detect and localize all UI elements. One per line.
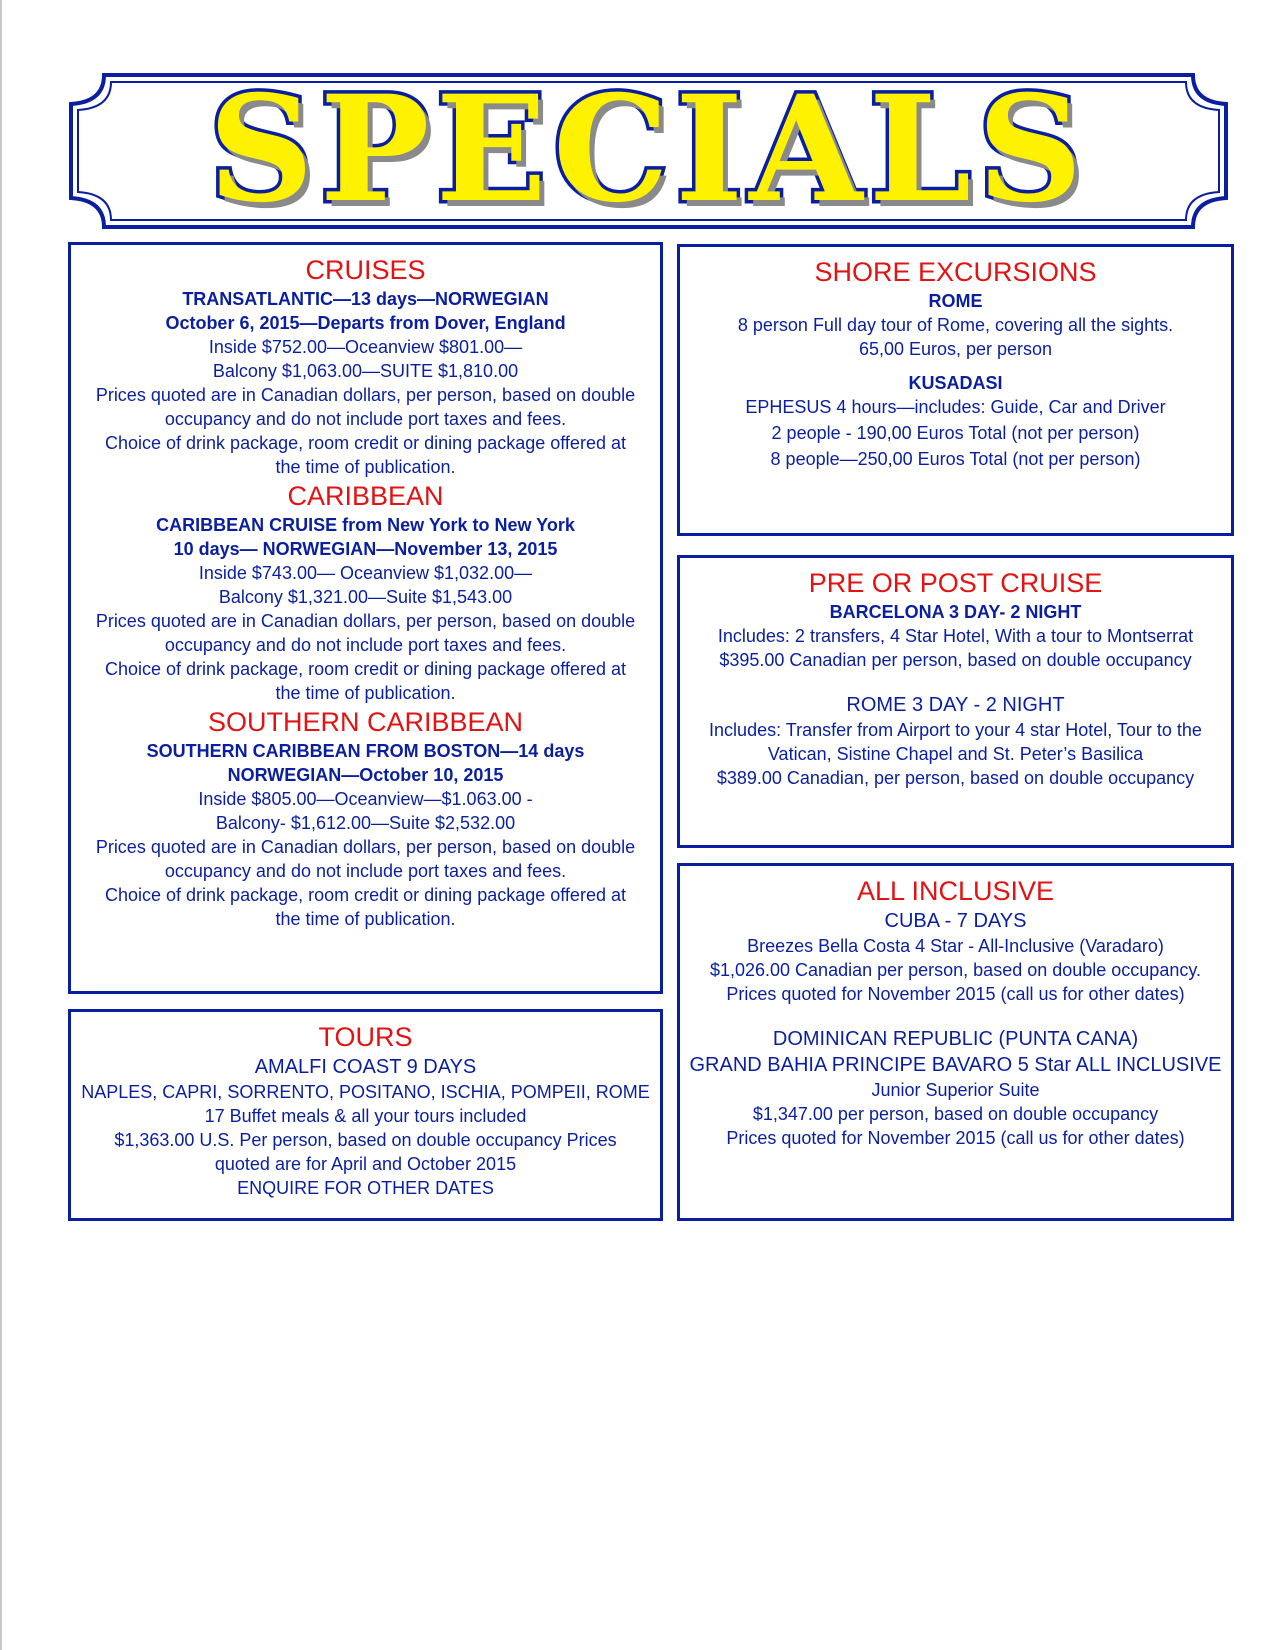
prepost-line: Includes: Transfer from Airport to your 4 star Hotel, Tour to the [709,720,1202,740]
allinc-dr-title: DOMINICAN REPUBLIC (PUNTA CANA) [772,1028,1139,1050]
southern-caribbean-line: the time of publication. [275,909,456,929]
caribbean-line: the time of publication. [275,683,456,703]
cruises-line: occupancy and do not include port taxes and fees. [164,409,567,429]
cruises-line: the time of publication. [275,457,456,477]
allinc-heading: ALL INCLUSIVE [856,876,1055,906]
cruises-line: Prices quoted are in Canadian dollars, per person, based on double [95,385,636,405]
cruises-line: Choice of drink package, room credit or dining package offered at [105,433,626,453]
allinc-line: Prices quoted for November 2015 (call us for other dates) [726,1128,1185,1148]
caribbean-line: Inside $743.00— Oceanview $1,032.00— [198,563,533,583]
shore-line: 8 person Full day tour of Rome, covering all the sights. [737,315,1174,335]
southern-caribbean-line: Inside $805.00—Oceanview—$1.063.00 - [198,789,533,809]
southern-caribbean-line: Choice of drink package, room credit or dining package offered at [105,885,626,905]
tours-title: AMALFI COAST 9 DAYS [254,1056,477,1078]
shore-kusadasi-title: KUSADASI [908,373,1003,393]
shore-excursions-box [677,244,1234,536]
page-edge [0,0,2,1650]
caribbean-line: 10 days— NORWEGIAN—November 13, 2015 [173,539,558,559]
allinc-cuba-title: CUBA - 7 DAYS [884,910,1027,932]
allinc-line: $1,347.00 per person, based on double occupancy [752,1104,1159,1124]
prepost-heading: PRE OR POST CRUISE [808,568,1103,598]
southern-caribbean-line: SOUTHERN CARIBBEAN FROM BOSTON—14 days [146,741,585,761]
allinc-dr-title: GRAND BAHIA PRINCIPE BAVARO 5 Star ALL INCLUSIVE [689,1054,1222,1076]
prepost-barcelona-title: BARCELONA 3 DAY- 2 NIGHT [829,602,1082,622]
cruises-line: October 6, 2015—Departs from Dover, England [165,313,566,333]
tours-line: 17 Buffet meals & all your tours included [204,1106,527,1126]
shore-line: EPHESUS 4 hours—includes: Guide, Car and Driver [745,397,1166,417]
shore-line: 65,00 Euros, per person [858,339,1053,359]
prepost-line: Vatican, Sistine Chapel and St. Peter’s Basilica [767,744,1144,764]
prepost-line: $389.00 Canadian, per person, based on double occupancy [716,768,1195,788]
prepost-line: $395.00 Canadian per person, based on double occupancy [719,650,1192,670]
specials-banner [66,64,1231,235]
cruises-line: Inside $752.00—Oceanview $801.00— [208,337,523,357]
shore-heading: SHORE EXCURSIONS [814,257,1097,287]
cruises-line: Balcony $1,063.00—SUITE $1,810.00 [212,361,519,381]
caribbean-line: occupancy and do not include port taxes and fees. [164,635,567,655]
southern-caribbean-heading: SOUTHERN CARIBBEAN [207,707,524,737]
allinc-line: $1,026.00 Canadian per person, based on double occupancy. [709,960,1202,980]
tours-line: NAPLES, CAPRI, SORRENTO, POSITANO, ISCHIA, POMPEII, ROME [81,1082,650,1102]
caribbean-line: Balcony $1,321.00—Suite $1,543.00 [218,587,513,607]
tours-box [68,1009,663,1221]
allinc-line: Breezes Bella Costa 4 Star - All-Inclusive (Varadaro) [747,936,1164,956]
all-inclusive-box [677,863,1234,1221]
southern-caribbean-line: Prices quoted are in Canadian dollars, per person, based on double [95,837,636,857]
prepost-rome-title: ROME 3 DAY - 2 NIGHT [846,694,1065,716]
cruises-box [68,242,663,994]
cruises-heading: CRUISES [305,255,426,285]
prepost-line: Includes: 2 transfers, 4 Star Hotel, With a tour to Montserrat [717,626,1194,646]
pre-post-cruise-box [677,555,1234,848]
allinc-line: Junior Superior Suite [871,1080,1040,1100]
caribbean-heading: CARIBBEAN [287,481,444,511]
southern-caribbean-line: NORWEGIAN—October 10, 2015 [227,765,504,785]
tours-line: $1,363.00 U.S. Per person, based on double occupancy Prices [114,1130,617,1150]
banner-title: SPECIALS [208,64,1089,235]
caribbean-line: CARIBBEAN CRUISE from New York to New York [156,515,575,535]
tours-heading: TOURS [318,1022,413,1052]
cruises-line: TRANSATLANTIC—13 days—NORWEGIAN [182,289,549,309]
southern-caribbean-line: Balcony- $1,612.00—Suite $2,532.00 [215,813,516,833]
shore-line: 2 people - 190,00 Euros Total (not per person) [771,423,1140,443]
southern-caribbean-line: occupancy and do not include port taxes and fees. [164,861,567,881]
allinc-line: Prices quoted for November 2015 (call us for other dates) [726,984,1185,1004]
tours-line: ENQUIRE FOR OTHER DATES [237,1178,494,1198]
tours-line: quoted are for April and October 2015 [214,1154,517,1174]
shore-line: 8 people—250,00 Euros Total (not per person) [770,449,1141,469]
shore-rome-title: ROME [928,291,983,311]
caribbean-line: Prices quoted are in Canadian dollars, per person, based on double [95,611,636,631]
caribbean-line: Choice of drink package, room credit or dining package offered at [105,659,626,679]
